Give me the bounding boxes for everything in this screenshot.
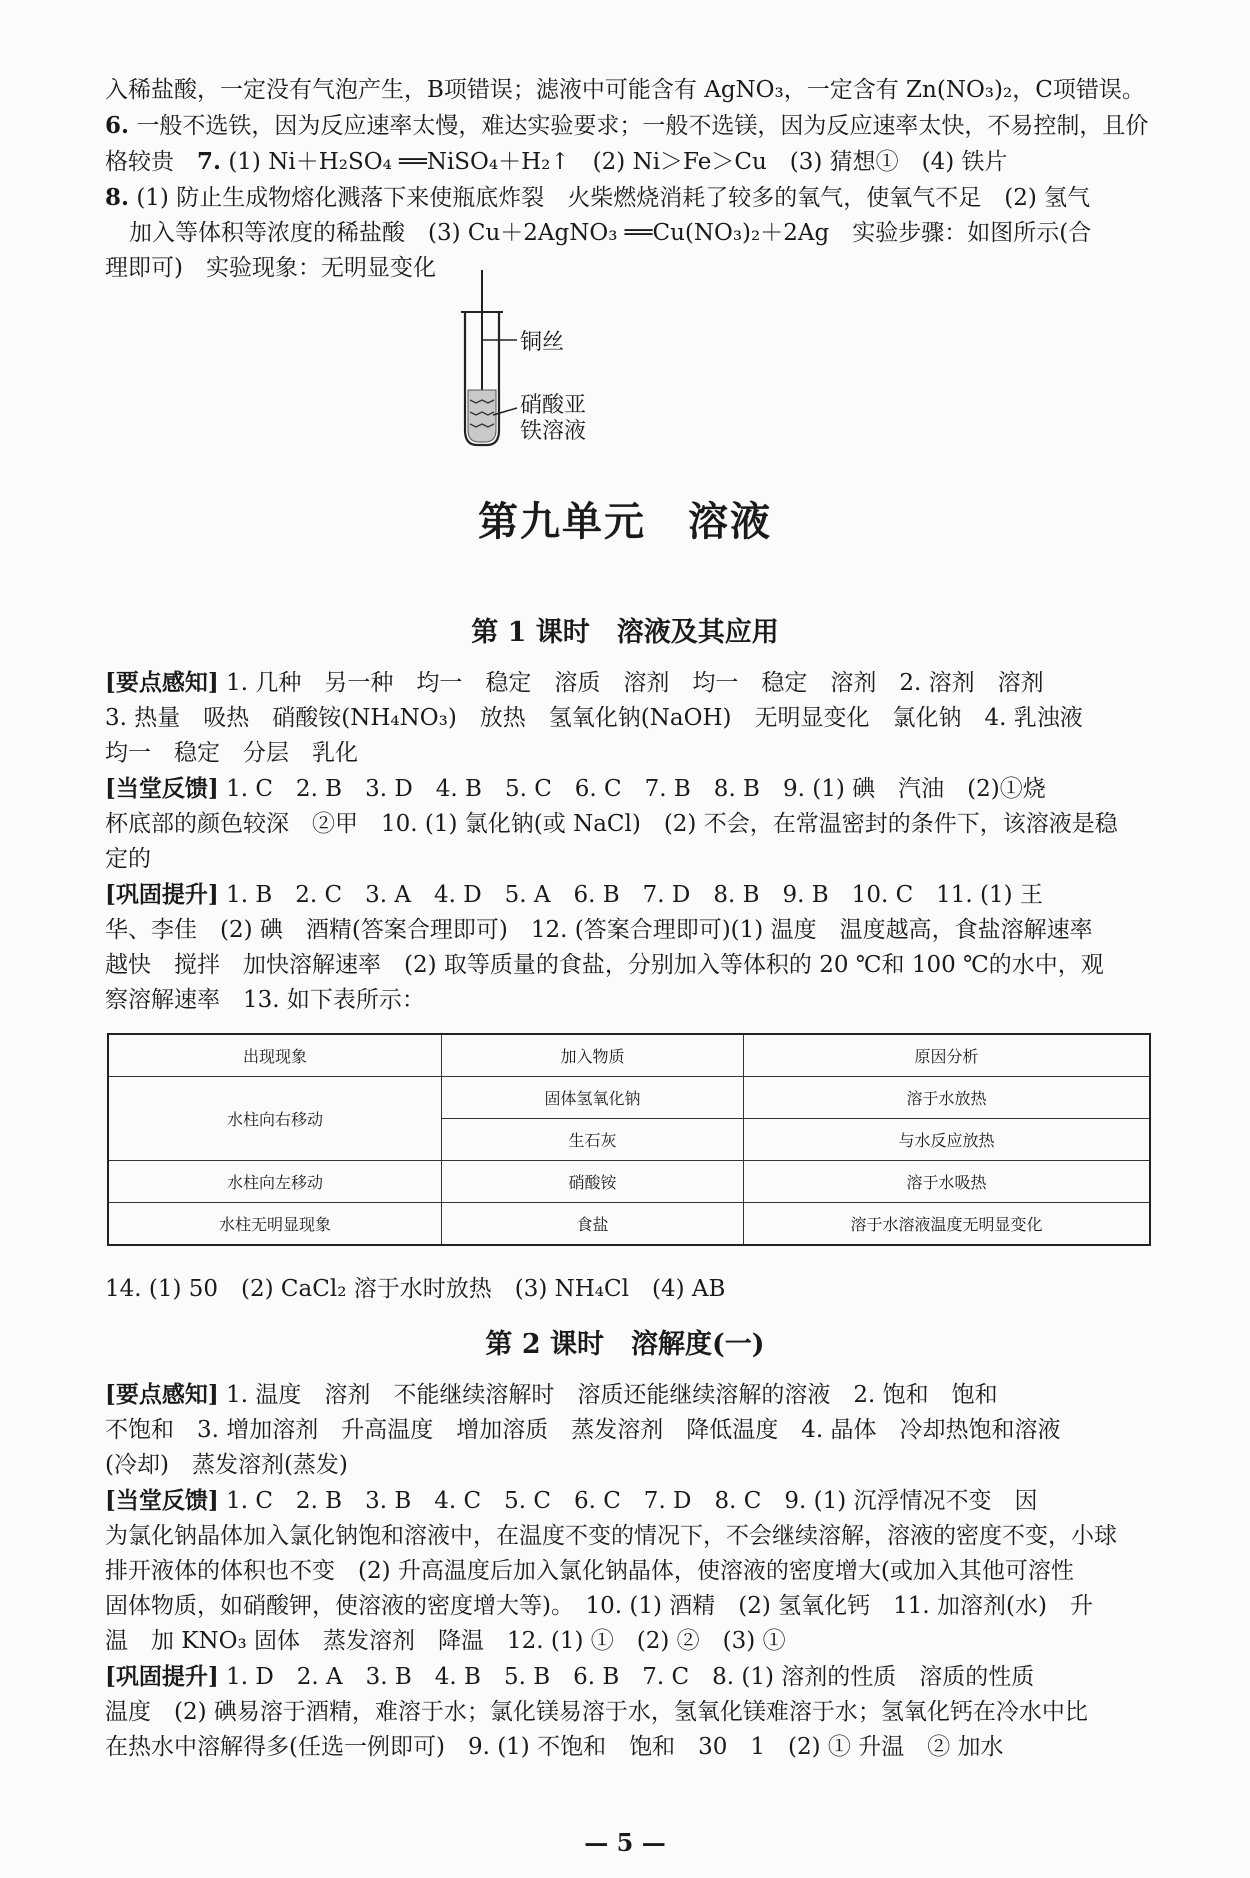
table-header-cell: 原因分析 <box>744 1034 1150 1077</box>
table-cell: 水柱向右移动 <box>108 1077 441 1161</box>
figure-label-solution: 铁溶液 <box>520 419 587 444</box>
answer-line: 入稀盐酸，一定没有气泡产生，B项错误；滤液中可能含有 AgNO₃，一定含有 Zn(NO₃)₂，C项错误。 <box>105 77 1145 103</box>
answer-line: [当堂反馈] 1. C 2. B 3. D 4. B 5. C 6. C 7. B 8. B 9. (1) 碘 汽油 (2)①烧 <box>105 775 1046 802</box>
answer-line: (冷却) 蒸发溶剂(蒸发) <box>105 1452 348 1478</box>
answer-line: 均一 稳定 分层 乳化 <box>105 740 358 766</box>
lesson-2-answers <box>105 1377 1150 1765</box>
table-row <box>108 1161 1150 1203</box>
table-cell: 水柱无明显现象 <box>108 1203 441 1246</box>
table-cell: 生石灰 <box>441 1119 743 1161</box>
answer-line: 在热水中溶解得多(任选一例即可) 9. (1) 不饱和 饱和 30 1 (2) ① 升温 ② 加水 <box>105 1734 1004 1760</box>
answer-line: 不饱和 3. 增加溶剂 升高温度 增加溶质 蒸发溶剂 降低温度 4. 晶体 冷却热饱和溶液 <box>105 1417 1061 1443</box>
answer-line: 14. (1) 50 (2) CaCl₂ 溶于水时放热 (3) NH₄Cl (4) AB <box>105 1276 726 1302</box>
answer-line: 华、李佳 (2) 碘 酒精(答案合理即可) 12. (答案合理即可)(1) 温度 温度越高，食盐溶解速率 <box>105 917 1093 943</box>
answer-line: [要点感知] 1. 温度 溶剂 不能继续溶解时 溶质还能继续溶解的溶液 2. 饱和 饱和 <box>105 1381 998 1408</box>
table-cell: 溶于水放热 <box>744 1077 1150 1119</box>
answer-line: 理即可) 实验现象：无明显变化 <box>105 255 436 281</box>
table-header-cell: 加入物质 <box>441 1034 743 1077</box>
table-cell: 水柱向左移动 <box>108 1161 441 1203</box>
answer-line: 越快 搅拌 加快溶解速率 (2) 取等质量的食盐，分别加入等体积的 20 ℃和 100 ℃的水中，观 <box>105 952 1104 978</box>
lesson-1-title: 第 1 课时 溶液及其应用 <box>471 617 779 648</box>
table-cell: 溶于水溶液温度无明显变化 <box>744 1203 1150 1246</box>
table-cell: 食盐 <box>441 1203 743 1246</box>
page-number: — 5 — <box>584 1828 666 1857</box>
answer-line: [要点感知] 1. 几种 另一种 均一 稳定 溶质 溶剂 均一 稳定 溶剂 2. 溶剂 溶剂 <box>105 669 1044 696</box>
answer-line: 为氯化钠晶体加入氯化钠饱和溶液中，在温度不变的情况下，不会继续溶解，溶液的密度不变，小球 <box>105 1523 1117 1549</box>
lesson-2-title: 第 2 课时 溶解度(一) <box>485 1329 765 1360</box>
answer-line: 温 加 KNO₃ 固体 蒸发溶剂 降温 12. (1) ① (2) ② (3) ① <box>105 1628 786 1654</box>
figure-label-solution: 硝酸亚 <box>520 393 587 418</box>
answer-line: 察溶解速率 13. 如下表所示： <box>105 987 425 1013</box>
answer-line: 加入等体积等浓度的稀盐酸 (3) Cu＋2AgNO₃ ══Cu(NO₃)₂＋2Ag 实验步骤：如图所示(合 <box>129 220 1092 246</box>
table-cell: 固体氢氧化钠 <box>441 1077 743 1119</box>
answer-line: 杯底部的颜色较深 ②甲 10. (1) 氯化钠(或 NaCl) (2) 不会，在常温密封的条件下，该溶液是稳 <box>105 811 1118 837</box>
answer-line: [巩固提升] 1. B 2. C 3. A 4. D 5. A 6. B 7. D 8. B 9. B 10. C 11. (1) 王 <box>105 881 1043 908</box>
table-cell: 硝酸铵 <box>441 1161 743 1203</box>
lesson-1-q14 <box>105 1272 1150 1307</box>
answer-line: 3. 热量 吸热 硝酸铵(NH₄NO₃) 放热 氢氧化钠(NaOH) 无明显变化 氯化钠 4. 乳浊液 <box>105 705 1083 731</box>
answer-line: [当堂反馈] 1. C 2. B 3. B 4. C 5. C 6. C 7. D 8. C 9. (1) 沉浮情况不变 因 <box>105 1487 1038 1514</box>
answer-line: 格较贵 7. (1) Ni＋H₂SO₄ ══NiSO₄＋H₂↑ (2) Ni＞Fe＞Cu (3) 猜想① (4) 铁片 <box>105 148 1008 175</box>
unit-title: 第九单元 溶液 <box>478 498 772 545</box>
table-row <box>108 1077 1150 1119</box>
answer-line: 8. (1) 防止生成物熔化溅落下来使瓶底炸裂 火柴燃烧消耗了较多的氧气，使氧气不足 (2) 氢气 <box>105 184 1091 211</box>
phenomenon-table <box>107 1033 1151 1246</box>
answer-line: 排开液体的体积也不变 (2) 升高温度后加入氯化钠晶体，使溶液的密度增大(或加入其他可溶性 <box>105 1558 1074 1584</box>
test-tube-figure <box>455 270 675 450</box>
answer-line: 温度 (2) 碘易溶于酒精，难溶于水；氯化镁易溶于水，氢氧化镁难溶于水；氢氧化钙在冷水中比 <box>105 1699 1088 1725</box>
prev-unit-answers <box>105 73 1150 286</box>
table-header-cell: 出现现象 <box>108 1034 441 1077</box>
answer-line: 固体物质，如硝酸钾，使溶液的密度增大等)。 10. (1) 酒精 (2) 氢氧化钙 11. 加溶剂(水) 升 <box>105 1593 1093 1619</box>
answer-line: [巩固提升] 1. D 2. A 3. B 4. B 5. B 6. B 7. C 8. (1) 溶剂的性质 溶质的性质 <box>105 1663 1035 1690</box>
lesson-1-answers <box>105 665 1150 1018</box>
table-header-row <box>108 1034 1150 1077</box>
answer-line: 6. 一般不选铁，因为反应速率太慢，难达实验要求；一般不选镁，因为反应速率太快，不易控制，且价 <box>105 112 1149 139</box>
table-cell: 与水反应放热 <box>744 1119 1150 1161</box>
table-cell: 溶于水吸热 <box>744 1161 1150 1203</box>
table-row <box>108 1203 1150 1246</box>
figure-label-copper-wire: 铜丝 <box>520 330 565 355</box>
answer-line: 定的 <box>105 846 151 872</box>
